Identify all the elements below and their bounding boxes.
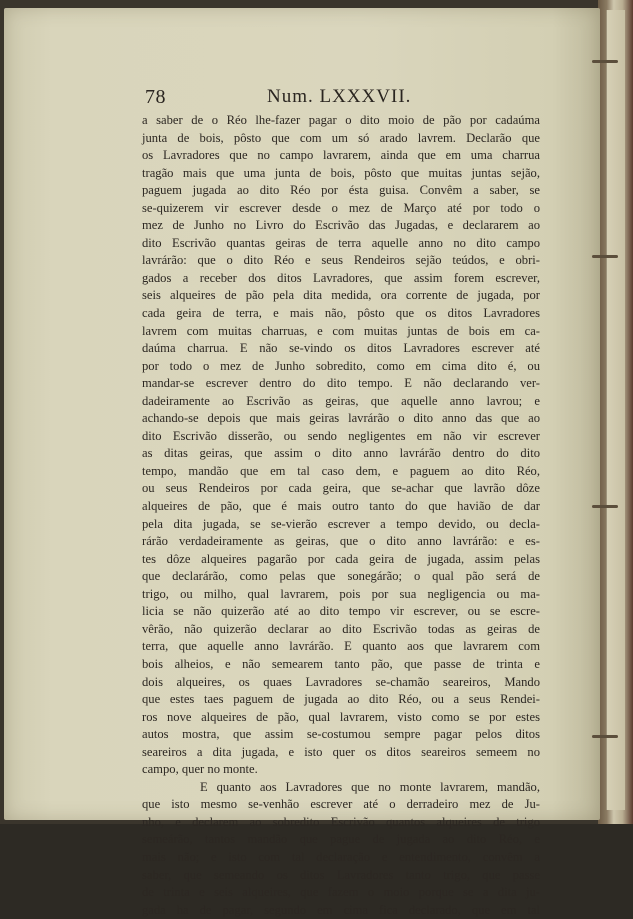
text-line: ou seus Rendeiros por cada geira, que se-achar que lavrão dôze	[142, 481, 540, 496]
text-line: tragão mais que uma junta de bois, pôsto que muitas juntas sejão,	[142, 165, 540, 180]
text-line: bois alheios, e não semearem tanto pão, que passe de trinta e	[142, 656, 540, 671]
text-line: ros nove alqueires de pão, qual lavrarem, visto como se por estes	[142, 709, 540, 724]
text-line: seareiros a dita jugada, e isto quer os ditos seareiros semeem no	[142, 744, 540, 759]
text-line: campo, quer no monte.	[142, 762, 258, 777]
text-line: por todo o mez de Junho sobredito, como em cima dito é, ou	[142, 358, 540, 373]
text-line: seis alqueires de pão pela dita medida, ora corrente de jugada, por	[142, 288, 540, 303]
text-line: cada geira de terra, e mais não, pôsto que os ditos Lavradores	[142, 306, 540, 321]
binding-stitch	[592, 60, 618, 63]
running-head: Num. LXXXVII.	[267, 86, 412, 107]
text-line: tempo, mandão que em tal caso dem, e paguem ao dito Réo,	[142, 463, 540, 478]
text-line: licia se não quizerão até ao dito tempo vir escrever, ou se escre-	[142, 604, 540, 619]
text-line: dadeiramente ao Escrivão as geiras, que aquelle anno lavrou; e	[142, 393, 540, 408]
text-line: pela dita jugada, se se-vierão escrever a tempo devido, ou decla-	[142, 516, 540, 531]
text-line: dito Escrivão disserão, ou sendo negligentes em não vir escrever	[142, 428, 540, 443]
text-line: gados a receber dos ditos Lavradores, que assim forem escrever,	[142, 270, 540, 285]
text-line: os Lavradores que no campo lavrarem, ainda que em uma charrua	[142, 148, 540, 163]
text-line: alqueires de pão, que é mais outro tanto do que havião de dar	[142, 499, 540, 514]
text-line: que isto mesmo se-venhão escrever até o derradeiro mez de Ju-	[142, 797, 540, 812]
body-text	[142, 112, 540, 919]
text-line: lavrárão: que o dito Réo e seus Rendeiros sejão teúdos, e obri-	[142, 253, 540, 268]
text-line: junta de bois, pôsto que com um só arado lavrem. Declarão que	[142, 130, 540, 145]
text-line: as ditas geiras, que assim o dito anno lavrárão dentro do dito	[142, 446, 540, 461]
text-line: achando-se depois que mais geiras lavrárão o dito anno das que ao	[142, 411, 540, 426]
text-line: mandar-se escrever dentro do dito tempo. E não declarando ver-	[142, 376, 540, 391]
text-line: mais não; e isto com tal declaração e entendimento, convêm a	[142, 849, 540, 864]
page-header	[145, 86, 565, 110]
text-line: dois alqueires, os quaes Lavradores se-chamão seareiros, Mando	[142, 674, 540, 689]
text-line: de trinta e seis alqueires, que fazem o moio porque se a dita ju-	[142, 885, 540, 900]
page-number: 78	[145, 86, 166, 108]
text-line: dito Escrivão quantas geiras de terra aquelle anno no dito campo	[142, 235, 540, 250]
text-line: mez de Junho no Livro do Escrivão das Jugadas, e declararem ao	[142, 218, 540, 233]
text-line: a saber de o Réo lhe-fazer pagar o dito moio de pão por cadaúma	[142, 113, 540, 127]
binding-stitch	[592, 735, 618, 738]
next-page-edge	[606, 10, 625, 810]
text-line: rárão verdadeiramente as geiras, que o dito anno lavrárão: e es-	[142, 534, 540, 549]
paragraph-2	[142, 779, 540, 919]
text-line: tes dôze alqueires pagarão por cada geira de jugada, assim pelas	[142, 551, 540, 566]
text-line: trigo, ou milho, qual lavrarem, pois por sua negligencia ou ma-	[142, 586, 540, 601]
text-line: E quanto aos Lavradores que no monte lavrarem, mandão,	[200, 779, 540, 794]
paragraph-1	[142, 112, 540, 779]
text-line: que estes taes paguem de jugada ao dito Réo, ou a seus Rendei-	[142, 692, 540, 707]
text-line: vêrão, não quizerão declarar ao dito Escrivão todas as geiras de	[142, 621, 540, 636]
binding-stitch	[592, 505, 618, 508]
text-line: autos mostra, que assim se-costumou sempre pagar pelos ditos	[142, 727, 540, 742]
text-line: semeárão, tantos mandão que pague de jugada ao dito Réo, e	[142, 832, 540, 847]
binding-stitch	[592, 255, 618, 258]
text-line: lavrem com muitas charruas, e com muitas juntas de bois em ca-	[142, 323, 540, 338]
text-line: daúma charrua. E não se-vindo os ditos Lavradores escrever até	[142, 341, 540, 356]
text-line: que declarárão, como pelas que sonegárão; o qual pão será de	[142, 569, 540, 584]
text-line: terra, que aquelle anno lavrárão. E quanto aos que lavrarem com	[142, 639, 540, 654]
text-line: nho, e declarem ao sobredito Escrivão quantos alqueires de trigo	[142, 814, 540, 829]
text-line: paguem jugada ao dito Réo por ésta guisa. Convêm a saber, se	[142, 183, 540, 198]
text-line: se-quizerem vir escrever desde o mez de Março até por todo o	[142, 200, 540, 215]
text-line: gada ha de pagar, segundo em cima fica declarado, que em tal	[142, 902, 540, 917]
text-line: saber, que semeando os ditos Lavradores tanto trigo, que passe	[142, 867, 540, 882]
